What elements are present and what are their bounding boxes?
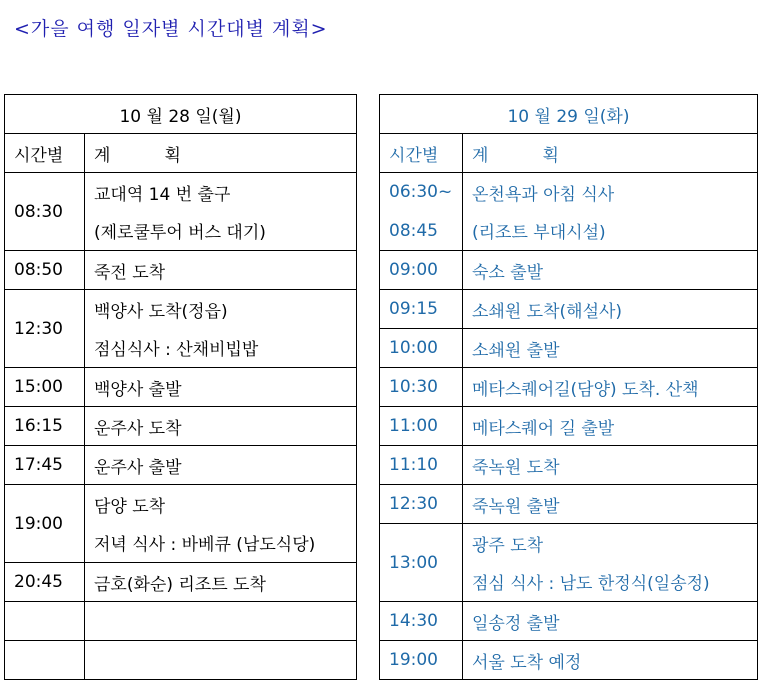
time-cell: 19:00 <box>380 641 463 680</box>
plan-line: (리조트 부대시설) <box>472 223 606 244</box>
plan-line: 백양사 도착(정읍) <box>94 301 228 322</box>
plan-line: 점심식사 : 산채비빕밥 <box>94 340 259 361</box>
day2-date-row <box>380 95 758 134</box>
time-cell: 11:10 <box>380 446 463 485</box>
table-row <box>380 641 758 680</box>
table-row <box>5 446 357 485</box>
table-row <box>380 602 758 641</box>
time-cell: 08:50 <box>5 251 85 290</box>
day2-column-header-row <box>380 134 758 173</box>
time-cell: 11:00 <box>380 407 463 446</box>
table-row <box>380 251 758 290</box>
table-row-empty <box>5 641 357 680</box>
day1-column-header-row <box>5 134 357 173</box>
plan-cell: 일송정 출발 <box>463 602 758 641</box>
table-row <box>5 173 357 251</box>
day2-time-column-header: 시간별 <box>380 134 463 173</box>
time-cell: 10:00 <box>380 329 463 368</box>
plan-cell <box>85 485 357 563</box>
table-row <box>5 251 357 290</box>
plan-line: 온천욕과 아침 식사 <box>472 184 615 205</box>
time-cell: 14:30 <box>380 602 463 641</box>
table-row <box>380 173 758 251</box>
time-cell: 12:30 <box>5 290 85 368</box>
time-cell <box>5 602 85 641</box>
day2-date-header: 10 월 29 일(화) <box>380 95 758 134</box>
table-row <box>5 485 357 563</box>
plan-cell <box>85 173 357 251</box>
table-row-empty <box>5 602 357 641</box>
plan-line: 광주 도착 <box>472 535 544 556</box>
table-row <box>380 446 758 485</box>
time-cell: 08:30 <box>5 173 85 251</box>
day1-time-column-header: 시간별 <box>5 134 85 173</box>
plan-cell: 운주사 출발 <box>85 446 357 485</box>
time-line: 08:45 <box>389 220 438 241</box>
plan-cell <box>85 290 357 368</box>
time-cell: 20:45 <box>5 563 85 602</box>
time-cell: 15:00 <box>5 368 85 407</box>
table-row <box>5 290 357 368</box>
plan-cell <box>463 524 758 602</box>
table-row <box>380 368 758 407</box>
plan-line: (제로쿨투어 버스 대기) <box>94 223 266 244</box>
plan-cell: 죽전 도착 <box>85 251 357 290</box>
day1-date-header: 10 월 28 일(월) <box>5 95 357 134</box>
time-cell: 12:30 <box>380 485 463 524</box>
plan-cell <box>85 641 357 680</box>
table-row <box>380 485 758 524</box>
day1-plan-column-header: 계 획 <box>85 134 357 173</box>
day1-schedule-table <box>4 94 357 680</box>
plan-cell: 백양사 출발 <box>85 368 357 407</box>
document-title: <가을 여행 일자별 시간대별 계획> <box>14 18 328 40</box>
time-cell: 17:45 <box>5 446 85 485</box>
day2-schedule-table <box>379 94 758 680</box>
time-cell: 09:15 <box>380 290 463 329</box>
time-cell: 19:00 <box>5 485 85 563</box>
table-row <box>380 407 758 446</box>
plan-line: 저녁 식사 : 바베큐 (남도식당) <box>94 535 316 556</box>
table-row <box>5 563 357 602</box>
table-row <box>5 368 357 407</box>
table-row <box>380 290 758 329</box>
plan-cell: 메타스퀘어 길 출발 <box>463 407 758 446</box>
time-cell <box>5 641 85 680</box>
time-cell: 09:00 <box>380 251 463 290</box>
plan-cell: 소쇄원 출발 <box>463 329 758 368</box>
day1-date-row <box>5 95 357 134</box>
plan-cell: 메타스퀘어길(담양) 도착. 산책 <box>463 368 758 407</box>
plan-cell: 죽녹원 출발 <box>463 485 758 524</box>
time-line: 06:30~ <box>389 182 453 203</box>
table-row <box>380 329 758 368</box>
plan-cell: 숙소 출발 <box>463 251 758 290</box>
plan-cell: 서울 도착 예정 <box>463 641 758 680</box>
plan-cell <box>463 173 758 251</box>
plan-cell: 죽녹원 도착 <box>463 446 758 485</box>
table-row <box>380 524 758 602</box>
time-cell: 16:15 <box>5 407 85 446</box>
plan-line: 교대역 14 번 출구 <box>94 184 231 205</box>
plan-cell: 금호(화순) 리조트 도착 <box>85 563 357 602</box>
table-row <box>5 407 357 446</box>
plan-cell: 운주사 도착 <box>85 407 357 446</box>
time-cell: 10:30 <box>380 368 463 407</box>
time-cell <box>380 173 463 251</box>
day2-plan-column-header: 계 획 <box>463 134 758 173</box>
time-cell: 13:00 <box>380 524 463 602</box>
plan-line: 담양 도착 <box>94 496 166 517</box>
plan-line: 점심 식사 : 남도 한정식(일송정) <box>472 574 710 595</box>
plan-cell: 소쇄원 도착(해설사) <box>463 290 758 329</box>
plan-cell <box>85 602 357 641</box>
